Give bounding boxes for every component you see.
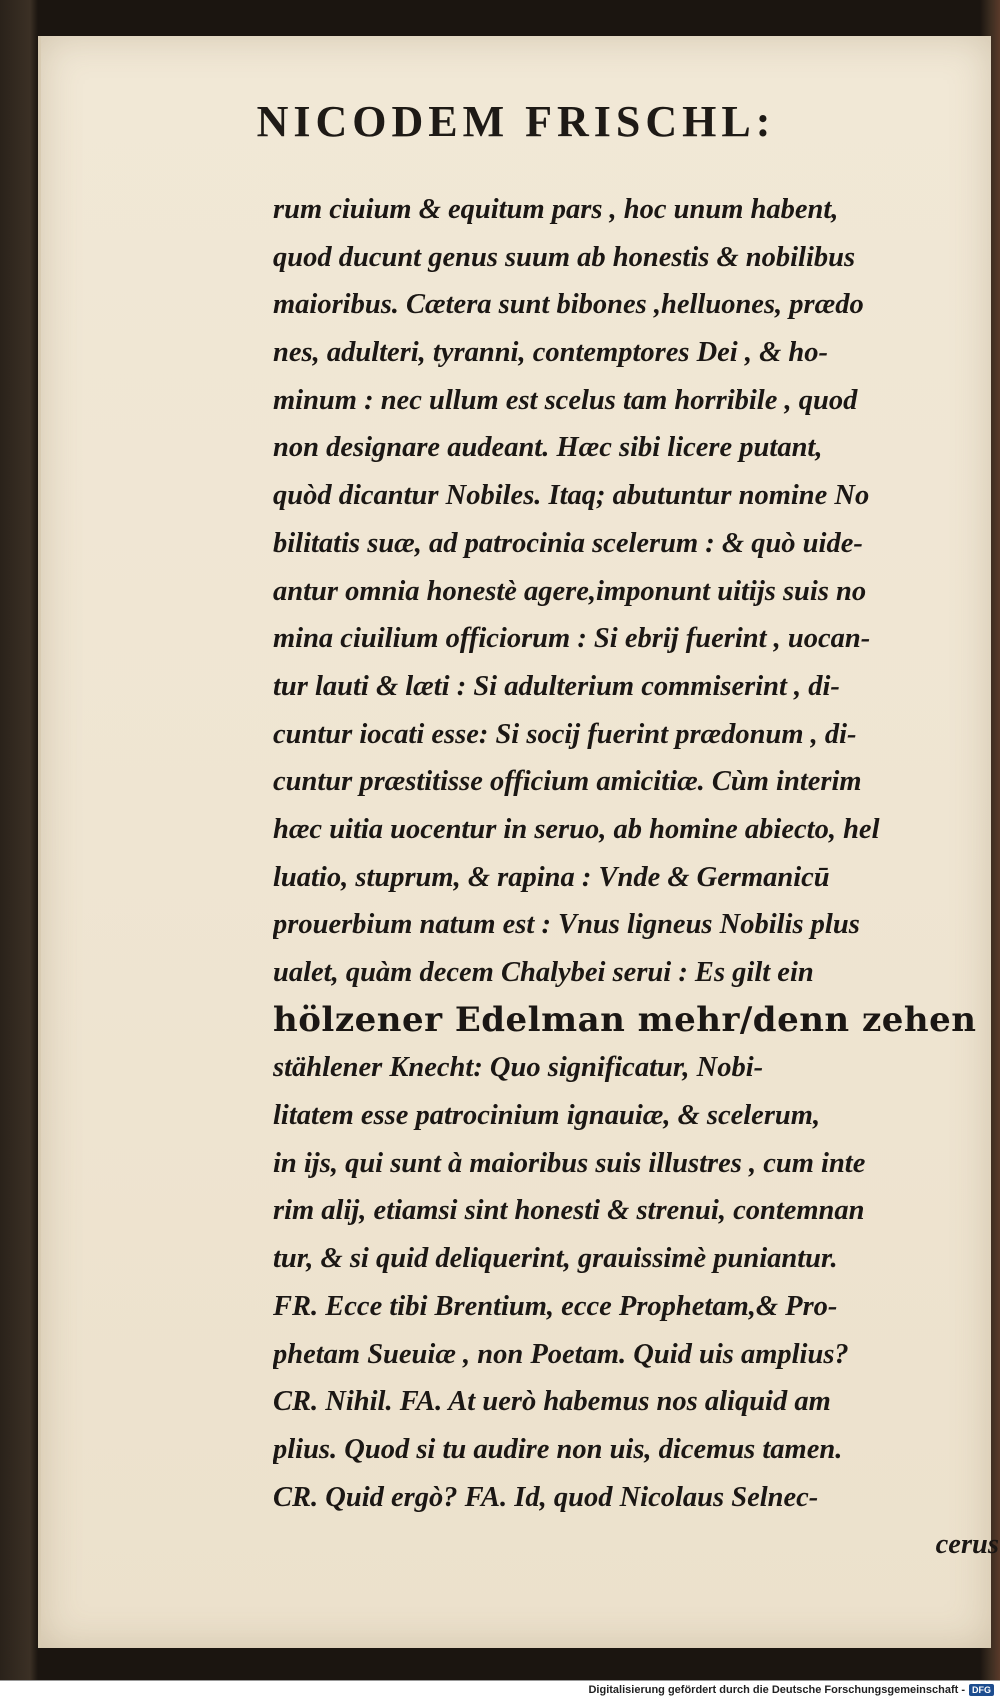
text-line: stählener Knecht: Quo significatur, Nobi-	[273, 1052, 764, 1084]
book-page	[38, 36, 999, 1648]
text-line: cuntur præstitisse officium amicitiæ. Cùm interim	[273, 766, 862, 798]
text-line: antur omnia honestè agere,imponunt uitijs suis no	[273, 575, 867, 607]
text-line: FR. Ecce tibi Brentium, ecce Prophetam,& Pro-	[273, 1290, 838, 1322]
text-line: tur, & si quid deliquerint, grauissimè puniantur.	[273, 1243, 838, 1275]
body-text	[273, 186, 1000, 1569]
text-line: luatio, stuprum, & rapina : Vnde & Germanicū	[273, 861, 830, 893]
text-line: rim alij, etiamsi sint honesti & strenui, contemnan	[273, 1195, 865, 1227]
text-line: maioribus. Cætera sunt bibones ,helluones, prædo	[273, 289, 864, 321]
text-line: bilitatis suæ, ad patrocinia scelerum : & quò uide-	[273, 527, 863, 559]
text-line: rum ciuium & equitum pars , hoc unum habent,	[273, 194, 839, 225]
text-line: quod ducunt genus suum ab honestis & nobilibus	[273, 241, 856, 273]
text-line: hæc uitia uocentur in seruo, ab homine abiecto, hel	[273, 813, 880, 845]
text-line: phetam Sueuiæ , non Poetam. Quid uis amplius?	[273, 1338, 849, 1370]
text-line: minum : nec ullum est scelus tam horribile , quod	[273, 384, 858, 416]
text-line: cuntur iocati esse: Si socij fuerint prædonum , di-	[273, 718, 857, 750]
text-line: CR. Quid ergò? FA. Id, quod Nicolaus Selnec-	[273, 1481, 819, 1513]
text-line: ualet, quàm decem Chalybei serui : Es gilt ein	[273, 957, 814, 988]
text-line: mina ciuilium officiorum : Si ebrij fuerint , uocan-	[273, 623, 871, 655]
text-line: tur lauti & læti : Si adulterium commiserint , di-	[273, 670, 840, 702]
dfg-logo: DFG	[969, 1684, 994, 1696]
text-line: litatem esse patrocinium ignauiæ, & scelerum,	[273, 1100, 821, 1132]
text-line: nes, adulteri, tyranni, contemptores Dei , & ho-	[273, 337, 828, 369]
text-line: quòd dicantur Nobiles. Itaq; abutuntur nomine No	[273, 480, 870, 512]
digitization-credit-bar	[0, 1680, 1000, 1698]
text-line: CR. Nihil. FA. At uerò habemus nos aliquid am	[273, 1386, 831, 1418]
text-line: in ijs, qui sunt à maioribus suis illustres , cum inte	[273, 1147, 866, 1179]
text-line: non designare audeant. Hæc sibi licere putant,	[273, 432, 823, 464]
text-line: plius. Quod si tu audire non uis, dicemus tamen.	[273, 1433, 843, 1465]
text-line-blackletter: hölzener Edelman mehr/denn zehen	[273, 999, 977, 1040]
running-head: NICODEM FRISCHL:	[256, 97, 776, 146]
catchword: cerus	[935, 1529, 999, 1561]
text-line: prouerbium natum est : Vnus ligneus Nobilis plus	[273, 909, 860, 941]
credit-text: Digitalisierung gefördert durch die Deutsche Forschungsgemeinschaft -	[588, 1683, 965, 1696]
